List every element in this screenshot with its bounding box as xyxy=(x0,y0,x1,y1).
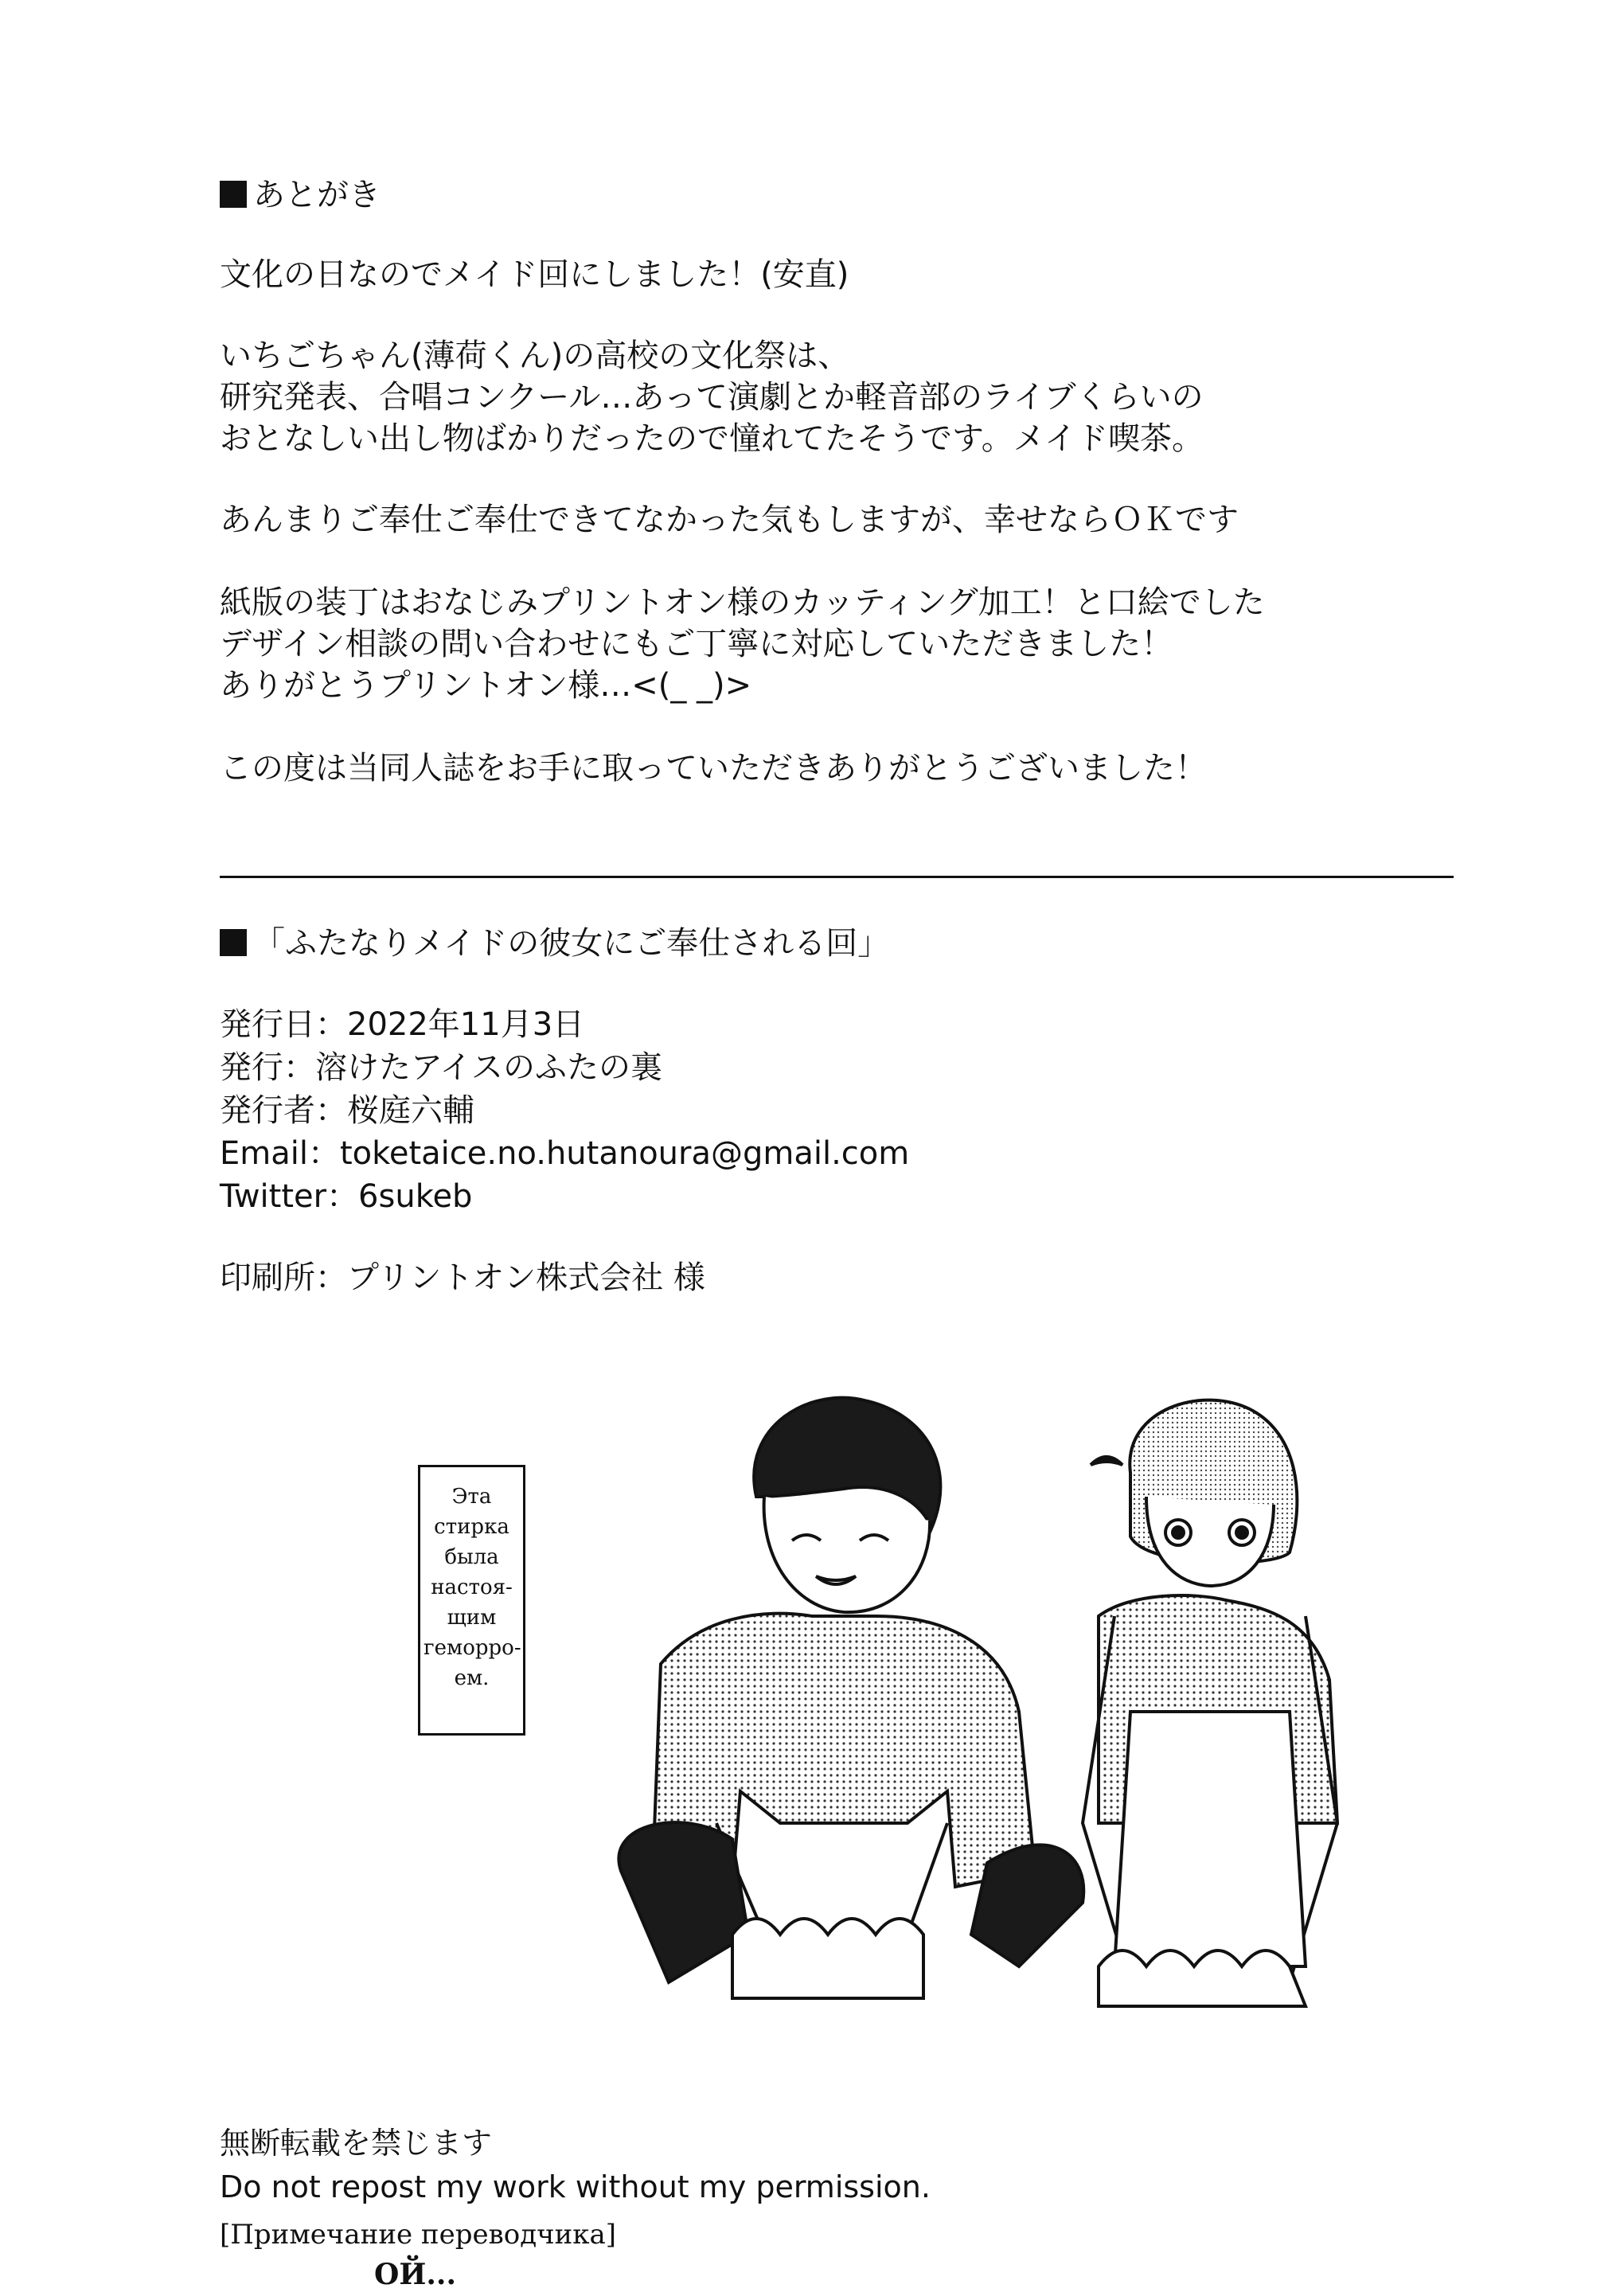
note-line: Эта xyxy=(451,1485,492,1509)
section-divider xyxy=(220,876,1454,878)
colophon-publisher: 発行者：桜庭六輔 xyxy=(220,1092,474,1129)
woman-figure xyxy=(1083,1400,1337,2006)
afterword-line: 研究発表、合唱コンクール…あって演劇とか軽音部のライブくらいの xyxy=(220,379,1204,416)
translator-note-text: ОЙ... xyxy=(374,2258,456,2291)
translator-note-box xyxy=(418,1465,525,1736)
afterword-line: デザイン相談の問い合わせにもご丁寧に対応していただきました！ xyxy=(220,626,1173,662)
colophon-printer: 印刷所：プリントオン株式会社 様 xyxy=(220,1259,705,1296)
afterword-heading xyxy=(220,174,381,217)
afterword-line: 文化の日なのでメイド回にしました！(安直) xyxy=(220,256,849,293)
colophon-circle: 発行：溶けたアイスのふたの裏 xyxy=(220,1049,662,1086)
no-repost-english: Do not repost my work without my permission. xyxy=(220,2169,931,2204)
colophon-title xyxy=(220,922,889,965)
note-line: ем. xyxy=(454,1666,490,1690)
colophon-twitter: Twitter：6sukeb xyxy=(220,1178,473,1215)
man-figure xyxy=(619,1398,1083,1998)
note-line: настоя- xyxy=(431,1576,513,1599)
note-line: щим xyxy=(447,1606,497,1630)
square-bullet-icon xyxy=(220,929,247,956)
colophon-title-text: 「ふたなりメイドの彼女にご奉仕される回」 xyxy=(253,925,890,962)
afterword-line: いちごちゃん(薄荷くん)の高校の文化祭は、 xyxy=(220,338,850,374)
manga-illustration xyxy=(573,1377,1409,2014)
note-line: была xyxy=(444,1545,499,1569)
afterword-line: あんまりご奉仕ご奉仕できてなかった気もしますが、幸せならＯＫです xyxy=(220,502,1239,538)
colophon-email: Email：toketaice.no.hutanoura@gmail.com xyxy=(220,1135,910,1172)
afterword-line: 紙版の装丁はおなじみプリントオン様のカッティング加工！と口絵でした xyxy=(220,584,1265,621)
afterword-heading-text: あとがき xyxy=(253,177,381,213)
no-repost-japanese: 無断転載を禁じます xyxy=(220,2126,493,2161)
square-bullet-icon xyxy=(220,181,247,208)
afterword-line: おとなしい出し物ばかりだったので憧れてたそうです。メイド喫茶。 xyxy=(220,420,1204,457)
note-line: геморро- xyxy=(424,1636,521,1660)
afterword-line: ありがとうプリントオン様…<(_ _)> xyxy=(220,667,752,704)
colophon-date: 発行日：2022年11月3日 xyxy=(220,1006,585,1043)
note-line: стирка xyxy=(434,1515,509,1539)
translator-note-label: [Примечание переводчика] xyxy=(220,2219,617,2251)
afterword-line: この度は当同人誌をお手に取っていただきありがとうございました！ xyxy=(220,750,1207,787)
